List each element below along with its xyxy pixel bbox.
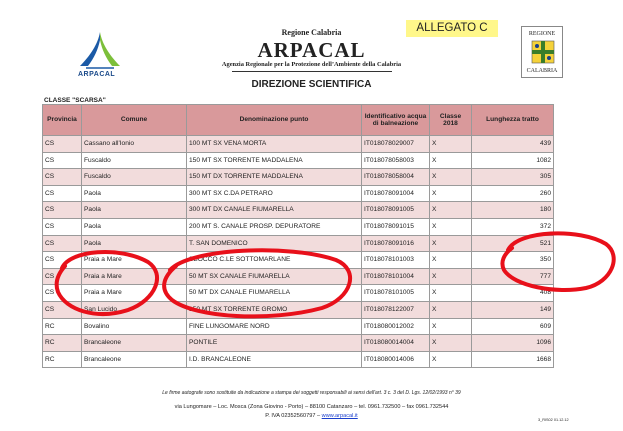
- table-row: [43, 318, 554, 335]
- cell-denominazione: I.D. BRANCALEONE: [187, 351, 362, 368]
- cell-comune: Paola: [82, 218, 187, 235]
- direzione-title: DIREZIONE SCIENTIFICA: [251, 79, 372, 90]
- cell-identificativo: IT018078101003: [362, 252, 430, 269]
- cell-denominazione: 200 MT S. CANALE PROSP. DEPURATORE: [187, 218, 362, 235]
- cell-lunghezza: 408: [472, 285, 554, 302]
- cell-classe: X: [430, 268, 472, 285]
- classe-label: CLASSE "SCARSA": [44, 97, 106, 104]
- cell-denominazione: 50 MT DX CANALE FIUMARELLA: [187, 285, 362, 302]
- table-row: [43, 235, 554, 252]
- cell-lunghezza: 777: [472, 268, 554, 285]
- cell-provincia: CS: [43, 185, 82, 202]
- cell-denominazione: 150 MT SX TORRENTE MADDALENA: [187, 152, 362, 169]
- cell-identificativo: IT018078058003: [362, 152, 430, 169]
- cell-comune: Paola: [82, 185, 187, 202]
- cell-lunghezza: 305: [472, 169, 554, 186]
- cell-classe: X: [430, 351, 472, 368]
- table-row: [43, 301, 554, 318]
- cell-denominazione: T. SAN DOMENICO: [187, 235, 362, 252]
- logo-right-title: REGIONE: [528, 31, 556, 37]
- cell-comune: Cassano all'Ionio: [82, 136, 187, 153]
- cell-comune: Praia a Mare: [82, 285, 187, 302]
- cell-identificativo: IT018078091016: [362, 235, 430, 252]
- cell-lunghezza: 372: [472, 218, 554, 235]
- cell-identificativo: IT018078122007: [362, 301, 430, 318]
- cell-comune: Fuscaldo: [82, 152, 187, 169]
- cell-classe: X: [430, 335, 472, 352]
- cell-denominazione: SBOCCO C.LE SOTTOMARLANE: [187, 252, 362, 269]
- cell-classe: X: [430, 152, 472, 169]
- cell-classe: X: [430, 301, 472, 318]
- table-row: [43, 268, 554, 285]
- cell-provincia: CS: [43, 252, 82, 269]
- cell-denominazione: PONTILE: [187, 335, 362, 352]
- cell-identificativo: IT018078058004: [362, 169, 430, 186]
- col-header-classe: Classe 2018: [430, 105, 472, 136]
- cell-lunghezza: 1668: [472, 351, 554, 368]
- cell-comune: Paola: [82, 202, 187, 219]
- bathing-waters-table: [42, 104, 554, 368]
- cell-provincia: CS: [43, 202, 82, 219]
- vat-line: P. IVA 02352560797 – www.arpacal.it: [265, 413, 358, 419]
- cell-provincia: RC: [43, 335, 82, 352]
- agency-subtitle: Agenzia Regionale per la Protezione dell’Ambiente della Calabria: [221, 61, 402, 68]
- cell-classe: X: [430, 285, 472, 302]
- cell-classe: X: [430, 202, 472, 219]
- cell-identificativo: IT018080014004: [362, 335, 430, 352]
- cell-identificativo: IT018078029007: [362, 136, 430, 153]
- cell-denominazione: 50 MT SX CANALE FIUMARELLA: [187, 268, 362, 285]
- table-row: [43, 185, 554, 202]
- col-header-comune: Comune: [82, 105, 187, 136]
- cell-classe: X: [430, 136, 472, 153]
- cell-comune: San Lucido: [82, 301, 187, 318]
- logo-right-foot: CALABRIA: [526, 68, 558, 74]
- signature-note: Le firme autografe sono sostituite da indicazione a stampa dei soggetti responsabili ai sensi dell'art. 3 c. 3 del D. Lgs. 12/02/1993 n° 39: [162, 390, 461, 396]
- cell-lunghezza: 260: [472, 185, 554, 202]
- cell-provincia: CS: [43, 136, 82, 153]
- cell-classe: X: [430, 235, 472, 252]
- cell-classe: X: [430, 169, 472, 186]
- cell-comune: Bovalino: [82, 318, 187, 335]
- cell-lunghezza: 149: [472, 301, 554, 318]
- table-row: [43, 136, 554, 153]
- table-row: [43, 152, 554, 169]
- address-line: via Lungomare – Loc. Mosca (Zona Giovino - Porto) – 88100 Catanzaro – tel. 0961.732500 – fax 0961.732544: [174, 404, 449, 410]
- cell-identificativo: IT018080012002: [362, 318, 430, 335]
- col-header-identificativo: Identificativo acqua di balneazione: [362, 105, 430, 136]
- cell-lunghezza: 521: [472, 235, 554, 252]
- table-row: [43, 285, 554, 302]
- cell-comune: Paola: [82, 235, 187, 252]
- cell-provincia: CS: [43, 268, 82, 285]
- cell-comune: Brancaleone: [82, 351, 187, 368]
- cell-denominazione: 300 MT DX CANALE FIUMARELLA: [187, 202, 362, 219]
- cell-comune: Fuscaldo: [82, 169, 187, 186]
- cell-denominazione: 300 MT SX C.DA PETRARO: [187, 185, 362, 202]
- table-header-row: [43, 105, 554, 136]
- cell-identificativo: IT018078101004: [362, 268, 430, 285]
- cell-denominazione: 150 MT SX TORRENTE GROMO: [187, 301, 362, 318]
- table-row: [43, 252, 554, 269]
- cell-denominazione: FINE LUNGOMARE NORD: [187, 318, 362, 335]
- cell-lunghezza: 1082: [472, 152, 554, 169]
- cell-comune: Brancaleone: [82, 335, 187, 352]
- col-header-lunghezza: Lunghezza tratto: [472, 105, 554, 136]
- cell-denominazione: 100 MT SX VENA MORTA: [187, 136, 362, 153]
- regione-label: Regione Calabria: [281, 28, 342, 37]
- cell-lunghezza: 350: [472, 252, 554, 269]
- header-divider: [232, 71, 392, 72]
- website-link[interactable]: www.arpacal.it: [321, 413, 358, 419]
- crest-icon: [531, 40, 555, 64]
- col-header-denominazione: Denominazione punto: [187, 105, 362, 136]
- cell-denominazione: 150 MT DX TORRENTE MADDALENA: [187, 169, 362, 186]
- cell-classe: X: [430, 252, 472, 269]
- cell-provincia: CS: [43, 169, 82, 186]
- cell-identificativo: IT018078101005: [362, 285, 430, 302]
- table-row: [43, 169, 554, 186]
- logo-left-text: ARPACAL: [78, 71, 116, 78]
- cell-classe: X: [430, 218, 472, 235]
- cell-comune: Praia a Mare: [82, 268, 187, 285]
- cell-provincia: CS: [43, 235, 82, 252]
- cell-lunghezza: 1096: [472, 335, 554, 352]
- cell-classe: X: [430, 318, 472, 335]
- regione-calabria-logo: [521, 26, 563, 78]
- cell-lunghezza: 180: [472, 202, 554, 219]
- cell-classe: X: [430, 185, 472, 202]
- cell-provincia: CS: [43, 301, 82, 318]
- cell-lunghezza: 609: [472, 318, 554, 335]
- cell-provincia: CS: [43, 218, 82, 235]
- table-row: [43, 335, 554, 352]
- table-row: [43, 218, 554, 235]
- cell-provincia: CS: [43, 285, 82, 302]
- agency-title: ARPACAL: [257, 38, 366, 62]
- cell-provincia: CS: [43, 152, 82, 169]
- cell-lunghezza: 439: [472, 136, 554, 153]
- cell-identificativo: IT018078091015: [362, 218, 430, 235]
- col-header-provincia: Provincia: [43, 105, 82, 136]
- table-row: [43, 202, 554, 219]
- cell-provincia: RC: [43, 351, 82, 368]
- vat-number: P. IVA 02352560797: [265, 413, 316, 419]
- cell-identificativo: IT018078091004: [362, 185, 430, 202]
- cell-identificativo: IT018080014006: [362, 351, 430, 368]
- cell-provincia: RC: [43, 318, 82, 335]
- cell-identificativo: IT018078091005: [362, 202, 430, 219]
- document-code: 3_RIS02 01.12.12: [538, 418, 569, 422]
- table-row: [43, 351, 554, 368]
- allegato-badge: ALLEGATO C: [406, 20, 498, 37]
- cell-comune: Praia a Mare: [82, 252, 187, 269]
